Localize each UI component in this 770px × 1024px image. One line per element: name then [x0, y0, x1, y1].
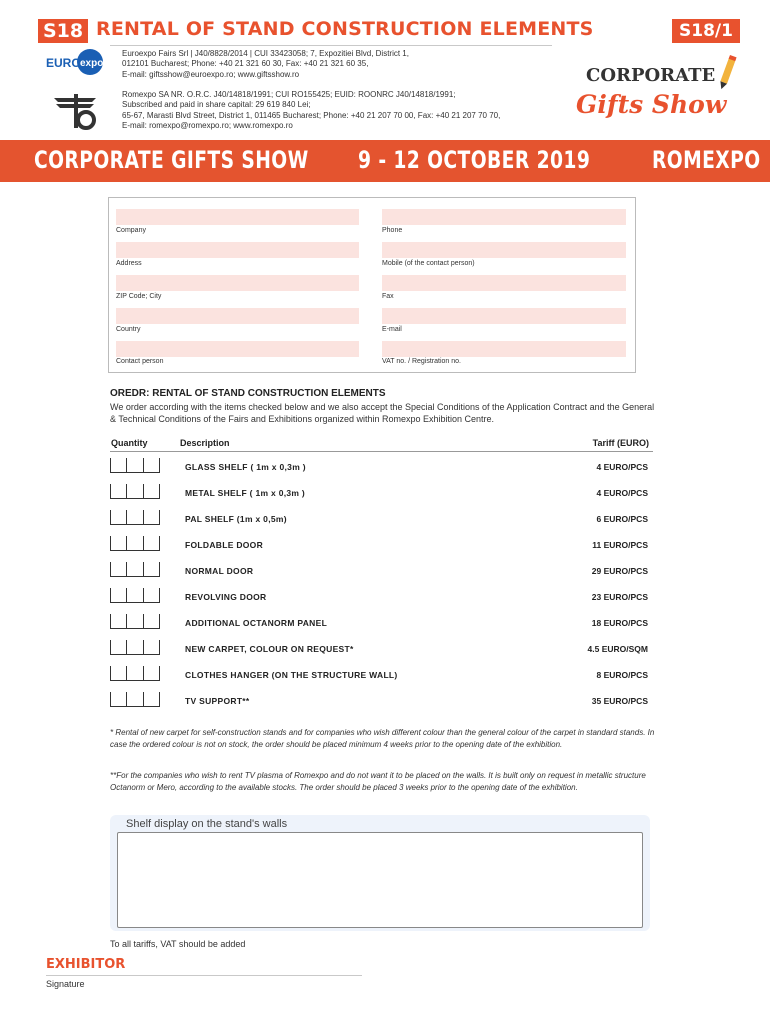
item-price: 4.5 EURO/SQM: [587, 644, 648, 654]
header-divider: [110, 45, 552, 46]
quantity-input[interactable]: [110, 614, 160, 629]
company-label: Company: [116, 227, 146, 234]
svg-text:expo: expo: [80, 58, 104, 69]
email-field[interactable]: [382, 308, 626, 324]
euroexpo-contact-block: [122, 49, 409, 80]
euroexpo-line: E-mail: giftsshow@euroexpo.ro; www.giftsshow.ro: [122, 69, 300, 79]
quantity-input[interactable]: [110, 588, 160, 603]
svg-text:CORPORATE: CORPORATE: [586, 65, 716, 86]
phone-field[interactable]: [382, 209, 626, 225]
item-price: 23 EURO/PCS: [591, 592, 648, 602]
tariff-header: Tariff (EURO): [592, 438, 649, 448]
event-venue: ROMEXPO: [652, 146, 761, 174]
svg-text:EURO: EURO: [46, 56, 81, 70]
item-price: 35 EURO/PCS: [591, 696, 648, 706]
item-description: TV SUPPORT**: [185, 696, 250, 706]
item-price: 18 EURO/PCS: [591, 618, 648, 628]
mobile-label: Mobile (of the contact person): [382, 260, 475, 267]
item-price: 4 EURO/PCS: [596, 462, 648, 472]
quantity-input[interactable]: [110, 510, 160, 525]
description-header: Description: [180, 438, 230, 448]
signature-label: Signature: [46, 979, 85, 989]
table-divider: [110, 451, 653, 452]
carpet-footnote: * Rental of new carpet for self-construction stands and for companies who wish different colour than the general colour of the carpet in standard stands. In case the ordered colour is not on stock, the order should be placed minimum 4 weeks prior to the opening date of the exhibition.: [110, 728, 655, 749]
item-description: GLASS SHELF ( 1m x 0,3m ): [185, 462, 306, 472]
tv-support-footnote: **For the companies who wish to rent TV plasma of Romexpo and do not want it to be placed on the walls. It is built only on request in metallic structure Octanorm or Mero, according to the available stocks. The order should be placed 3 weeks prior to the opening date of the exhibition.: [110, 771, 646, 792]
item-price: 29 EURO/PCS: [591, 566, 648, 576]
svg-text:Gifts Show: Gifts Show: [576, 90, 727, 119]
country-label: Country: [116, 326, 141, 333]
item-price: 6 EURO/PCS: [596, 514, 648, 524]
item-description: PAL SHELF (1m x 0,5m): [185, 514, 287, 524]
quantity-input[interactable]: [110, 484, 160, 499]
address-field[interactable]: [116, 242, 359, 258]
zip-city-field[interactable]: [116, 275, 359, 291]
euroexpo-logo: [44, 48, 108, 76]
shelf-display-label: Shelf display on the stand's walls: [126, 818, 288, 830]
romexpo-logo: [52, 90, 98, 130]
pencil-icon: [718, 55, 737, 90]
event-name: CORPORATE GIFTS SHOW: [34, 146, 309, 174]
item-description: FOLDABLE DOOR: [185, 540, 264, 550]
order-title: OREDR: RENTAL OF STAND CONSTRUCTION ELEMENTS: [110, 388, 386, 399]
signature-line: [46, 975, 362, 976]
email-label: E-mail: [382, 326, 402, 333]
item-description: CLOTHES HANGER (ON THE STRUCTURE WALL): [185, 670, 398, 680]
quantity-input[interactable]: [110, 562, 160, 577]
item-price: 11 EURO/PCS: [592, 540, 648, 550]
address-label: Address: [116, 260, 142, 267]
section-code-badge: S18: [38, 19, 88, 43]
quantity-input[interactable]: [110, 666, 160, 681]
shelf-display-textarea[interactable]: [117, 832, 643, 928]
mobile-field[interactable]: [382, 242, 626, 258]
fax-field[interactable]: [382, 275, 626, 291]
quantity-input[interactable]: [110, 536, 160, 551]
vat-note: To all tariffs, VAT should be added: [110, 939, 246, 949]
order-intro: We order according with the items checked below and we also accept the Special Conditions of the Application Contract and the General & Technical Conditions of the Fairs and Exhibitions organized within Romexpo Exhibition Centre.: [110, 402, 655, 424]
page-code-badge: S18/1: [672, 19, 740, 43]
quantity-header: Quantity: [111, 438, 148, 448]
quantity-input[interactable]: [110, 640, 160, 655]
document-title: RENTAL OF STAND CONSTRUCTION ELEMENTS: [96, 18, 594, 40]
item-price: 4 EURO/PCS: [596, 488, 648, 498]
corporate-gifts-show-logo: [572, 55, 752, 125]
romexpo-line: E-mail: romexpo@romexpo.ro; www.romexpo.ro: [122, 120, 293, 130]
item-description: NEW CARPET, COLOUR ON REQUEST*: [185, 644, 354, 654]
romexpo-line: 65-67, Marasti Blvd Street, District 1, 011465 Bucharest; Phone: +40 21 207 70 00, Fax: +40 21 207 70 70,: [122, 110, 501, 120]
event-dates: 9 - 12 OCTOBER 2019: [358, 146, 591, 174]
item-price: 8 EURO/PCS: [596, 670, 648, 680]
romexpo-contact-block: [122, 90, 500, 131]
country-field[interactable]: [116, 308, 359, 324]
item-description: NORMAL DOOR: [185, 566, 254, 576]
quantity-input[interactable]: [110, 458, 160, 473]
romexpo-line: Subscribed and paid in share capital: 29 619 840 Lei;: [122, 100, 311, 110]
item-description: ADDITIONAL OCTANORM PANEL: [185, 618, 328, 628]
vat-field[interactable]: [382, 341, 626, 357]
company-field[interactable]: [116, 209, 359, 225]
exhibitor-heading: EXHIBITOR: [46, 957, 126, 972]
contact-person-field[interactable]: [116, 341, 359, 357]
quantity-input[interactable]: [110, 692, 160, 707]
item-description: REVOLVING DOOR: [185, 592, 267, 602]
fax-label: Fax: [382, 293, 394, 300]
phone-label: Phone: [382, 227, 403, 234]
vat-label: VAT no. / Registration no.: [382, 358, 461, 365]
zip-city-label: ZIP Code; City: [116, 293, 162, 300]
contact-person-label: Contact person: [116, 358, 164, 365]
euroexpo-line: 012101 Bucharest; Phone: +40 21 321 60 30, Fax: +40 21 321 60 35,: [122, 59, 369, 69]
euroexpo-line: Euroexpo Fairs Srl | J40/8828/2014 | CUI 33423058; 7, Expozitiei Blvd, District 1,: [122, 49, 409, 58]
romexpo-line: Romexpo SA NR. O.R.C. J40/14818/1991; CUI RO155425; EUID: ROONRC J40/14818/1991;: [122, 90, 456, 99]
item-description: METAL SHELF ( 1m x 0,3m ): [185, 488, 306, 498]
